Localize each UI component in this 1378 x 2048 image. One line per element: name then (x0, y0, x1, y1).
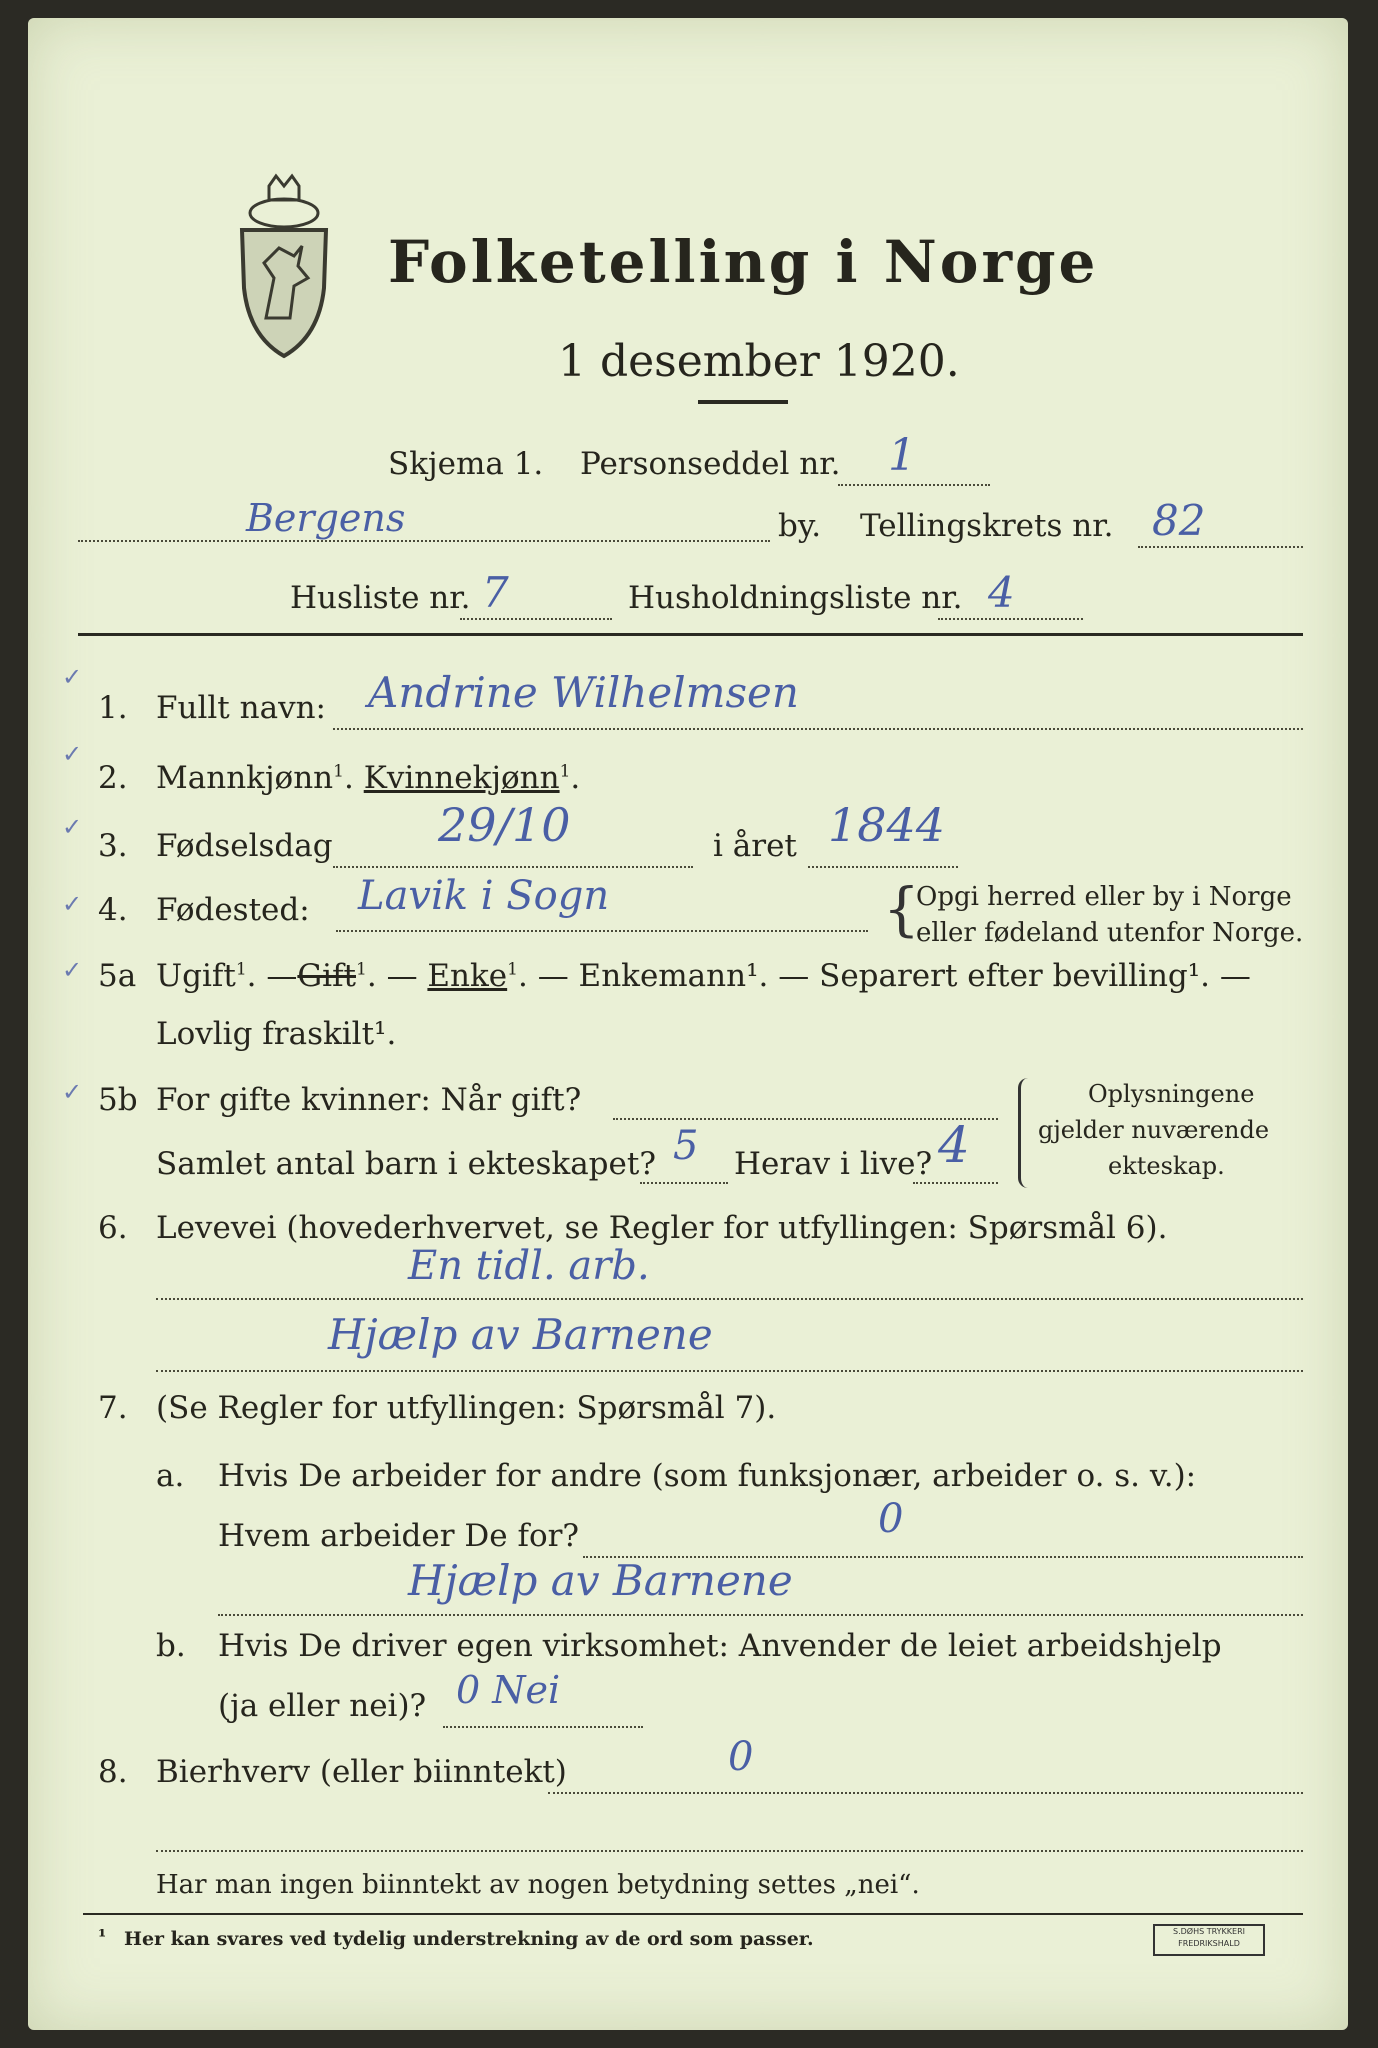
q1-line (333, 728, 1303, 730)
q4-label: Fødested: (156, 892, 310, 928)
husliste-label: Husliste nr. (290, 580, 471, 616)
q8-line2 (156, 1850, 1303, 1852)
q5b-note-line2: gjelder nuværende (1038, 1116, 1270, 1144)
q7a-line2 (218, 1614, 1303, 1616)
q2-mann-option: Mannkjønn (156, 760, 334, 796)
q7a-text: Hvis De arbeider for andre (som funksjonær, arbeider o. s. v.): (218, 1458, 1197, 1494)
q5b-alive-line (913, 1182, 998, 1184)
q7b-text: Hvis De driver egen virksomhet: Anvender de leiet arbeidshjelp (218, 1628, 1222, 1664)
q6-line2 (156, 1370, 1303, 1372)
header-separator (78, 633, 1303, 636)
q4-note-line1: Opgi herred eller by i Norge (916, 882, 1292, 912)
personseddel-label: Personseddel nr. (580, 446, 841, 482)
q5b-alive-label: Herav i live? (734, 1146, 933, 1182)
husholdning-value: 4 (988, 568, 1015, 617)
q7-number: 7. (98, 1390, 128, 1426)
q6-value1: En tidl. arb. (408, 1243, 650, 1289)
q3-day-value: 29/10 (438, 798, 571, 852)
q3-label: Fødselsdag (156, 828, 333, 864)
coat-of-arms-icon (224, 168, 344, 368)
q6-line1 (156, 1298, 1303, 1300)
q2-options: Mannkjønn$^1$. Kvinnekjønn$^1$. (156, 760, 581, 796)
q7a-question: Hvem arbeider De for? (218, 1518, 580, 1554)
q8-number: 8. (98, 1754, 128, 1790)
q5b-alive-value: 4 (938, 1116, 970, 1174)
city-line (78, 540, 770, 542)
q5b-line1: For gifte kvinner: Når gift? (156, 1082, 582, 1118)
q7b-letter: b. (156, 1628, 186, 1664)
q2-kvinne-option: Kvinnekjønn (363, 760, 560, 796)
q3-number: 3. (98, 828, 128, 864)
q3-day-line (333, 866, 693, 868)
personseddel-value: 1 (888, 430, 916, 481)
q6-label: Levevei (hovederhvervet, se Regler for utfyllingen: Spørsmål 6). (156, 1210, 1168, 1246)
q4-brace: { (883, 875, 920, 943)
q4-note-line2: eller fødeland utenfor Norge. (916, 918, 1304, 948)
census-date: 1 desember 1920. (558, 336, 960, 387)
q1-number: 1. (98, 690, 128, 726)
printer-stamp: S.DØHS TRYKKERI FREDRIKSHALD (1153, 1924, 1265, 1956)
q5b-children-value: 5 (673, 1123, 699, 1169)
tellingskrets-line (1138, 546, 1303, 548)
census-form (28, 18, 1348, 2030)
q5a-number: 5a (98, 958, 137, 994)
by-label: by. (778, 508, 822, 544)
q5b-bracket (1018, 1078, 1033, 1188)
q5b-note-line1: Oplysningene (1088, 1080, 1255, 1108)
checkmark-5b-icon: ✓ (62, 1078, 83, 1106)
q8-label: Bierhverv (eller biinntekt) (156, 1754, 567, 1790)
q5b-children-line (640, 1182, 728, 1184)
q6-value2: Hjælp av Barnene (328, 1310, 713, 1359)
q2-number: 2. (98, 760, 128, 796)
checkmark-2-icon: ✓ (62, 740, 83, 768)
tellingskrets-label: Tellingskrets nr. (860, 508, 1114, 544)
personseddel-line (838, 484, 990, 486)
q4-value: Lavik i Sogn (358, 873, 610, 919)
q3-year-line (808, 866, 958, 868)
q5b-children-label: Samlet antal barn i ekteskapet? (156, 1146, 656, 1182)
q7b-line (443, 1726, 643, 1728)
footnote-text: Her kan svares ved tydelig understrekning av de ord som passer. (124, 1928, 814, 1950)
q3-year-value: 1844 (828, 798, 946, 852)
q5b-note-line3: ekteskap. (1108, 1152, 1225, 1180)
husholdning-line (938, 618, 1083, 620)
husliste-value: 7 (482, 568, 509, 617)
q7b-question: (ja eller nei)? (218, 1688, 427, 1724)
page-title: Folketelling i Norge (388, 228, 1099, 296)
q1-value: Andrine Wilhelmsen (368, 668, 799, 717)
checkmark-4-icon: ✓ (62, 890, 83, 918)
husliste-line (460, 618, 612, 620)
q7-label: (Se Regler for utfyllingen: Spørsmål 7). (156, 1390, 777, 1426)
footer-separator (83, 1913, 1303, 1915)
q5a-ugift-option: Ugift (156, 958, 236, 994)
q5a-rest-options: . — Enkemann¹. — Separert efter bevilling¹. — (518, 958, 1251, 994)
q5a-gift-option: Gift (297, 958, 356, 994)
q5a-line2: Lovlig fraskilt¹. (156, 1016, 397, 1052)
q7b-value: 0 Nei (456, 1668, 561, 1712)
q7a-value2: Hjælp av Barnene (408, 1556, 793, 1605)
q7a-value: 0 (878, 1496, 904, 1542)
q5b-number: 5b (98, 1082, 138, 1118)
tellingskrets-value: 82 (1152, 496, 1206, 545)
schema-label: Skjema 1. (388, 446, 544, 482)
checkmark-1-icon: ✓ (62, 663, 83, 691)
q1-label: Fullt navn: (156, 690, 326, 726)
q5a-enke-option: Enke (427, 958, 508, 994)
q7a-letter: a. (156, 1458, 185, 1494)
checkmark-5a-icon: ✓ (62, 956, 83, 984)
husholdning-label: Husholdningsliste nr. (628, 580, 963, 616)
q8-line (548, 1792, 1303, 1794)
checkmark-3-icon: ✓ (62, 813, 83, 841)
q4-number: 4. (98, 892, 128, 928)
city-value: Bergens (246, 496, 406, 540)
q6-number: 6. (98, 1210, 128, 1246)
q5a-options: Ugift$^1$. —Gift$^1$. — Enke$^1$. — Enkemann¹. — Separert efter bevilling¹. — (156, 958, 1251, 994)
footer-note: Har man ingen biinntekt av nogen betydning settes „nei“. (156, 1870, 920, 1900)
title-divider (698, 400, 788, 404)
q8-value: 0 (728, 1734, 754, 1780)
q4-line (336, 930, 868, 932)
footnote-mark: ¹ (98, 1926, 107, 1948)
q3-year-label: i året (713, 828, 797, 864)
